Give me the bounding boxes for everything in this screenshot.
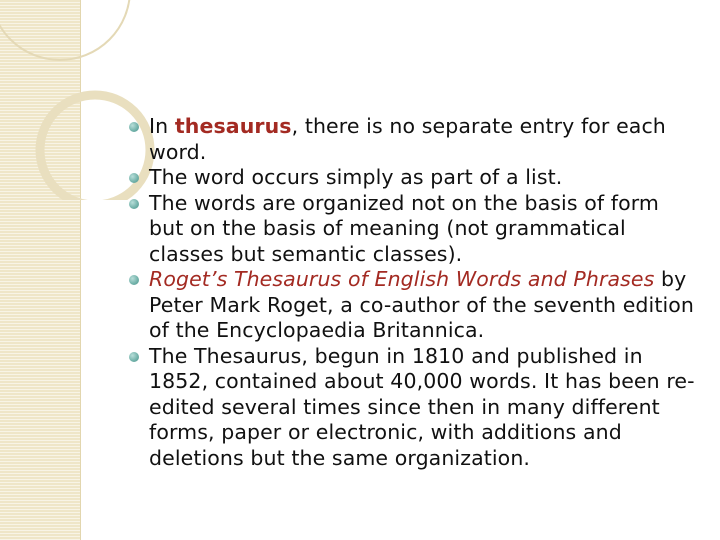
bullet-item-2 xyxy=(127,165,697,191)
bullet-4-post: by Peter Mark Roget, a co-author of the seventh edition of the Encyclopaedia Britannica. xyxy=(149,267,695,342)
slide-content xyxy=(127,114,697,471)
bullet-3-text: The words are organized not on the basis of form but on the basis of meaning (not grammatical classes but semantic classes). xyxy=(149,190,659,266)
bullet-icon xyxy=(129,199,139,209)
bullet-1-pre: In xyxy=(149,114,175,138)
book-title: Roget’s Thesaurus of English Words and Phrases xyxy=(149,267,655,291)
bullet-item-3 xyxy=(127,191,697,268)
bullet-2-text: The word occurs simply as part of a list. xyxy=(149,165,563,189)
bullet-icon xyxy=(129,122,139,132)
keyword-thesaurus: thesaurus xyxy=(174,114,292,138)
bullet-5-text: The Thesaurus, begun in 1810 and published in 1852, contained about 40,000 words. It has been re-edited several times since then in many different forms, paper or electronic, with additions and deletions but the same organization. xyxy=(149,343,695,470)
bullet-icon xyxy=(129,173,139,183)
bullet-icon xyxy=(129,275,139,285)
bullet-item-5 xyxy=(127,344,697,472)
bullet-item-1 xyxy=(127,114,697,165)
bullet-1-post: , there is no separate entry for each word. xyxy=(149,114,666,164)
bullet-list xyxy=(127,114,697,471)
bullet-icon xyxy=(129,352,139,362)
bullet-item-4 xyxy=(127,267,697,344)
decorative-side-strip xyxy=(0,0,81,540)
